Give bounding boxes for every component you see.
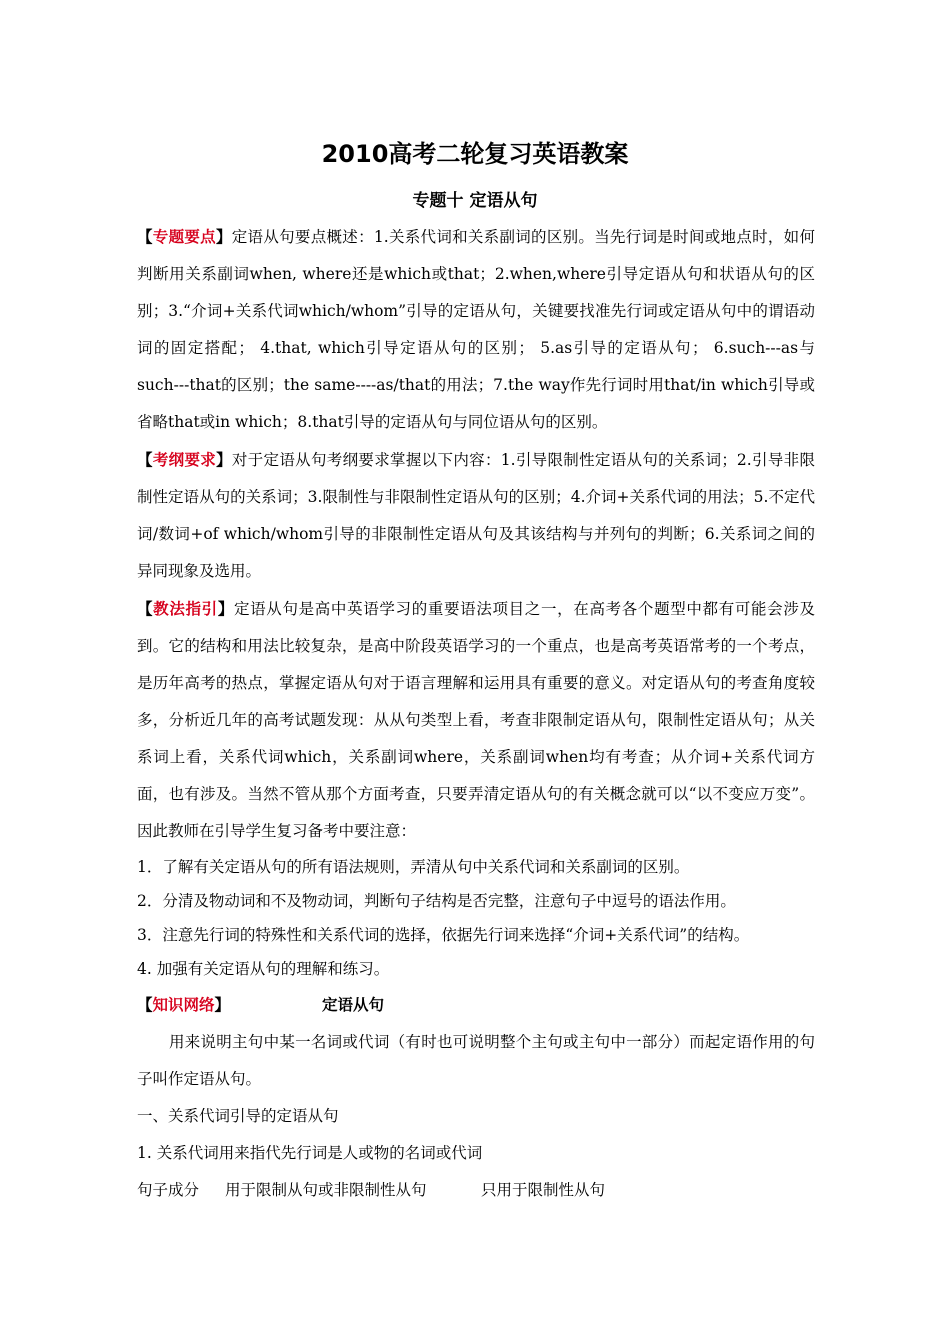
list-item: 3．注意先行词的特殊性和关系代词的选择，依据先行词来选择“介词+关系代词”的结构。: [137, 926, 750, 944]
section-tag: 教法指引: [153, 600, 218, 618]
section-text: 定语从句要点概述：1.关系代词和关系副词的区别。当先行词是时间或地点时，如何判断用关系副词when, where还是which或that；2.when,where引导定语从句和状语从句的区别；3.“介词+关系代词which/whom”引导的定语从句，关键要找准先行词或定语从句中的谓语动词的固定搭配； 4.that, which引导定语从句的区别； 5.as引导的定语从句； 6.such---as与such---that的区别；the same----as/that的用法；7.the way作先行词时用that/in which引导或省略that或in which；8.that引导的定语从句与同位语从句的区别。: [137, 228, 815, 431]
list-item: 1．了解有关定语从句的所有语法规则，弄清从句中关系代词和关系副词的区别。: [137, 858, 690, 876]
doc-title: 2010高考二轮复习英语教案: [321, 140, 629, 168]
section-requirements: [137, 441, 815, 590]
section-text: 定语从句是高中英语学习的重要语法项目之一，在高考各个题型中都有可能会涉及到。它的结构和用法比较复杂，是高中阶段英语学习的一个重点，也是高考英语常考的一个考点，是历年高考的热点，掌握定语从句对于语言理解和运用具有重要的意义。对定语从句的考查角度较多，分析近几年的高考试题发现：从从句类型上看，考查非限制定语从句，限制性定语从句；从关系词上看，关系代词which，关系副词where，关系副词when均有考查；从介词+关系代词方面，也有涉及。当然不管从那个方面考查，只要弄清定语从句的有关概念就可以“以不变应万变”。因此教师在引导学生复习备考中要注意：: [137, 600, 815, 840]
doc-body: [137, 218, 815, 1209]
section-tag: 知识网络: [152, 996, 215, 1014]
section-knowledge: [137, 986, 815, 1024]
section-guide: [137, 590, 815, 850]
bracket-open: 【: [137, 450, 153, 469]
list-item: 2．分清及物动词和不及物动词，判断句子结构是否完整，注意句子中逗号的语法作用。: [137, 892, 736, 910]
section-tag: 考纲要求: [152, 451, 217, 469]
bracket-close: 】: [216, 450, 232, 469]
bracket-close: 】: [215, 227, 232, 246]
table-header-row: [137, 1172, 815, 1209]
bracket-close: 】: [217, 599, 234, 618]
section-tag: 专题要点: [152, 228, 216, 246]
doc-subtitle: 专题十 定语从句: [412, 191, 538, 211]
table-header-cell: 用于限制从句或非限制性从句: [225, 1181, 427, 1199]
knowledge-tag-wrap: [137, 986, 230, 1024]
subheading-pronoun-usage: 1. 关系代词用来指代先行词是人或物的名词或代词: [137, 1144, 483, 1162]
definition-paragraph: 用来说明主句中某一名词或代词（有时也可说明整个主句或主句中一部分）而起定语作用的句子叫作定语从句。: [137, 1033, 815, 1088]
table-header-cell: 只用于限制性从句: [481, 1181, 606, 1199]
table-header-cell: 句子成分: [137, 1181, 200, 1199]
bracket-close: 】: [214, 995, 231, 1014]
heading-relative-pronouns: 一、关系代词引导的定语从句: [137, 1107, 339, 1125]
bracket-open: 【: [137, 995, 153, 1014]
section-points: [137, 218, 815, 441]
section-text: 对于定语从句考纲要求掌握以下内容：1.引导限制性定语从句的关系词；2.引导非限制性定语从句的关系词；3.限制性与非限制性定语从句的区别；4.介词+关系代词的用法；5.不定代词/数词+of which/whom引导的非限制性定语从句及其该结构与并列句的判断；6.关系词之间的异同现象及选用。: [137, 451, 815, 580]
knowledge-title: 定语从句: [322, 996, 385, 1014]
list-item: 4. 加强有关定语从句的理解和练习。: [137, 960, 390, 978]
bracket-open: 【: [137, 599, 154, 618]
bracket-open: 【: [137, 227, 153, 246]
